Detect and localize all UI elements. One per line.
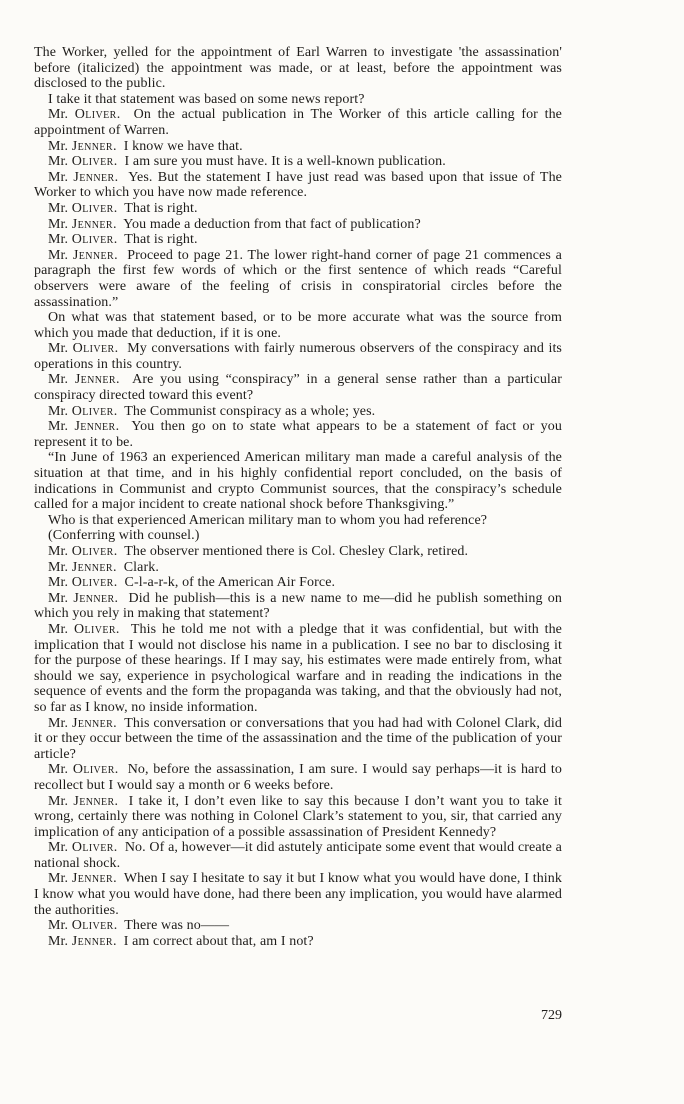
text-paragraph: The Worker, yelled for the appointment of Earl Warren to investigate 'the assassination' before (italicized) the appointment was made, or at least, before the appointment was disclosed to the public. — [34, 45, 562, 92]
speech-paragraph: Mr. Jenner. Did he publish—this is a new name to me—did he publish something on which you rely in making that statement? — [34, 590, 562, 622]
speaker-label: Mr. Jenner. — [48, 559, 117, 575]
speaker-name: Oliver — [71, 544, 114, 559]
speaker-label: Mr. Jenner. — [48, 715, 117, 731]
speaker-label: Mr. Oliver. — [48, 232, 118, 248]
speaker-label: Mr. Jenner. — [48, 169, 119, 185]
speech-paragraph: Mr. Jenner. Yes. But the statement I have just read was based upon that issue of The Worker to which you have now made reference. — [34, 169, 562, 201]
speech-paragraph: Mr. Jenner. When I say I hesitate to say it but I know what you would have done, I think I know what you would have done, had there been any implication, you would have alarmed the authorities. — [34, 871, 562, 918]
speaker-name: Oliver — [71, 403, 114, 419]
speech-paragraph: Mr. Jenner. You made a deduction from that fact of publication? — [48, 216, 421, 232]
speaker-label: Mr. Oliver. — [48, 575, 118, 591]
speech-paragraph: Mr. Jenner. This conversation or conversations that you had had with Colonel Clark, did it or they occur between the time of the assassination and the time of the publication of your article? — [34, 715, 562, 762]
text-paragraph: Who is that experienced American military man to whom you had reference? — [48, 512, 488, 528]
speech-paragraph: Mr. Jenner. I know we have that. — [48, 138, 243, 154]
speech-paragraph: Mr. Jenner. Are you using “conspiracy” in a general sense rather than a particular conspiracy directed toward this event? — [34, 372, 562, 404]
speaker-name: Jenner — [71, 216, 113, 232]
speaker-name: Jenner — [73, 793, 115, 809]
speaker-name: Jenner — [71, 138, 113, 154]
speaker-label: Mr. Oliver. — [48, 154, 118, 170]
speaker-name: Oliver — [71, 232, 114, 248]
speaker-label: Mr. Jenner. — [48, 590, 119, 606]
speech-paragraph: Mr. Jenner. Clark. — [48, 559, 159, 575]
speaker-name: Oliver — [71, 200, 114, 216]
speaker-name: Oliver — [71, 575, 114, 591]
speaker-label: Mr. Oliver. — [48, 840, 118, 856]
speaker-label: Mr. Oliver. — [48, 918, 118, 934]
text-paragraph: (Conferring with counsel.) — [48, 528, 200, 544]
speaker-label: Mr. Jenner. — [48, 933, 117, 949]
speaker-name: Jenner — [74, 372, 116, 388]
page-number: 729 — [541, 1008, 562, 1023]
speaker-name: Oliver — [72, 341, 115, 357]
speaker-name: Jenner — [74, 419, 116, 435]
speaker-label: Mr. Oliver. — [48, 403, 118, 419]
text-paragraph: I take it that statement was based on some news report? — [48, 91, 365, 107]
speaker-name: Jenner — [71, 871, 114, 887]
speaker-name: Jenner — [71, 715, 114, 731]
speaker-name: Jenner — [72, 247, 115, 263]
speech-paragraph: Mr. Oliver. That is right. — [48, 232, 198, 248]
speech-paragraph: Mr. Oliver. No. Of a, however—it did astutely anticipate some event that would create a national shock. — [34, 840, 562, 871]
speaker-label: Mr. Jenner. — [48, 216, 117, 232]
speaker-label: Mr. Oliver. — [48, 762, 119, 778]
speech-paragraph: Mr. Oliver. My conversations with fairly numerous observers of the conspiracy and its operations in this country. — [34, 341, 562, 372]
text-paragraph: “In June of 1963 an experienced American military man made a careful analysis of the situation at that time, and in his highly confidential report concluded, on the basis of indications in Communist and crypto Communist sources, that the conspiracy’s schedule called for a major incident to create national shock before Thanksgiving.” — [34, 450, 562, 513]
speaker-label: Mr. Oliver. — [48, 107, 121, 123]
speaker-label: Mr. Jenner. — [48, 419, 120, 435]
speech-paragraph: Mr. Oliver. There was no—— — [48, 918, 230, 934]
speaker-label: Mr. Jenner. — [48, 871, 117, 887]
speech-paragraph: Mr. Oliver. C-l-a-r-k, of the American Air Force. — [48, 575, 336, 591]
speaker-name: Oliver — [71, 918, 114, 934]
speaker-name: Jenner — [73, 169, 115, 185]
speech-paragraph: Mr. Jenner. I take it, I don’t even like to say this because I don’t want you to take it wrong, certainly there was nothing in Colonel Clark’s statement to you, sir, that carried any implication of any anticipation of a possible assassination of President Kennedy? — [34, 793, 562, 840]
transcript-text — [34, 45, 562, 949]
text-paragraph: On what was that statement based, or to be more accurate what was the source from which you made that deduction, if it is one. — [34, 310, 562, 341]
speech-paragraph: Mr. Jenner. Proceed to page 21. The lower right-hand corner of page 21 commences a paragraph the first few words of which or the first sentence of which reads “Careful observers were aware of the feeling of crisis in conspiratorial circles before the assassination.” — [34, 247, 562, 310]
speaker-label: Mr. Oliver. — [48, 200, 118, 216]
speaker-name: Oliver — [72, 762, 115, 778]
speaker-label: Mr. Oliver. — [48, 544, 118, 559]
speaker-name: Jenner — [71, 933, 113, 949]
speech-paragraph: Mr. Oliver. This he told me not with a pledge that it was confidential, but with the implication that I would not disclose his name in a publication. I see no bar to disclosing it for the purpose of these hearings. If I may say, his estimates were made entirely from, what should we say, experience in psychological warfare and in reading the indications in the sequence of events and the form the propaganda was taking, and that the obviously had not, so far as I know, no inside information. — [34, 621, 562, 715]
speech-paragraph: Mr. Oliver. The observer mentioned there is Col. Chesley Clark, retired. — [48, 544, 469, 559]
speech-paragraph: Mr. Oliver. No, before the assassination, I am sure. I would say perhaps—it is hard to recollect but I would say a month or 6 weeks before. — [34, 762, 562, 793]
speaker-name: Oliver — [74, 107, 117, 123]
speaker-name: Oliver — [71, 154, 114, 170]
speech-paragraph: Mr. Oliver. That is right. — [48, 200, 198, 216]
speaker-label: Mr. Jenner. — [48, 372, 120, 388]
speech-paragraph: Mr. Oliver. I am sure you must have. It is a well-known publication. — [48, 154, 446, 170]
speaker-name: Jenner — [73, 590, 115, 606]
speech-paragraph: Mr. Oliver. The Communist conspiracy as a whole; yes. — [48, 403, 376, 419]
speaker-name: Oliver — [73, 621, 116, 637]
speech-paragraph: Mr. Oliver. On the actual publication in The Worker of this article calling for the appointment of Warren. — [34, 107, 562, 138]
speaker-label: Mr. Oliver. — [48, 621, 120, 637]
speaker-label: Mr. Jenner. — [48, 138, 117, 154]
speaker-name: Jenner — [71, 559, 113, 575]
speech-paragraph: Mr. Jenner. You then go on to state what appears to be a statement of fact or you represent it to be. — [34, 419, 562, 450]
speaker-label: Mr. Oliver. — [48, 341, 119, 357]
speaker-name: Oliver — [71, 840, 114, 856]
speaker-label: Mr. Jenner. — [48, 793, 119, 809]
speaker-label: Mr. Jenner. — [48, 247, 118, 263]
speech-paragraph: Mr. Jenner. I am correct about that, am I not? — [48, 933, 314, 949]
